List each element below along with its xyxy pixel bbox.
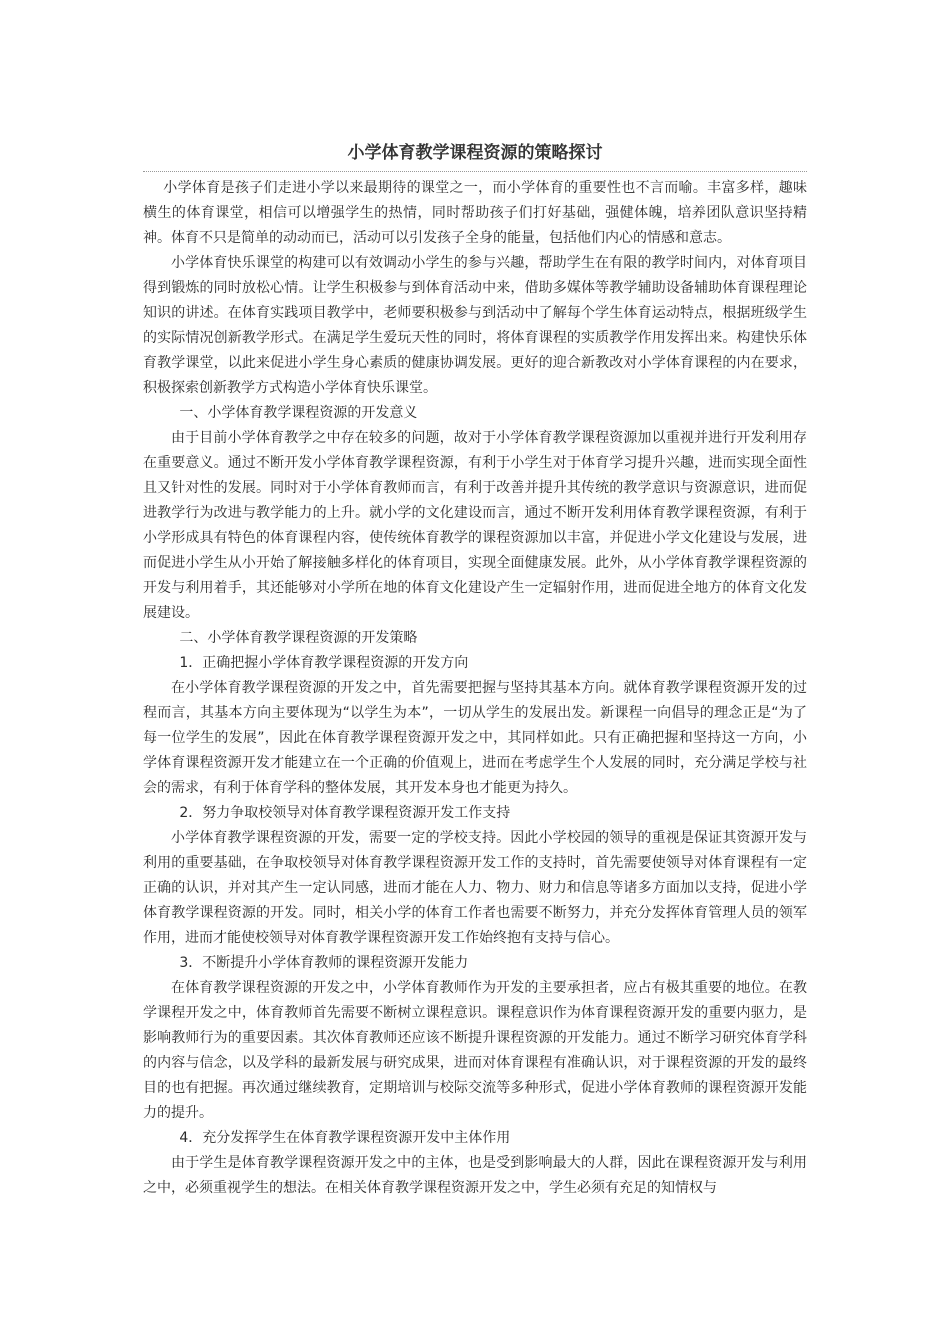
paragraph: 小学体育教学课程资源的开发，需要一定的学校支持。因此小学校园的领导的重视是保证其资源开发与利用的重要基础，在争取校领导对体育教学课程资源开发工作的支持时，首先需要使领导对体育课程有一定正确的认识，并对其产生一定认同感，进而才能在人力、物力、财力和信息等诸多方面加以支持，促进小学体育教学课程资源的开发。同时，相关小学的体育工作者也需要不断努力，并充分发挥体育管理人员的领军作用，进而才能使校领导对体育教学课程资源开发工作始终抱有支持与信心。 bbox=[143, 830, 807, 946]
subsection-heading: 3．不断提升小学体育教师的课程资源开发能力 bbox=[179, 955, 469, 971]
paragraph-intro: 小学体育是孩子们走进小学以来最期待的课堂之一，而小学体育的重要性也不言而喻。丰富多样，趣味横生的体育课堂，相信可以增强学生的热情，同时帮助孩子们打好基础，强健体魄，培养团队意识坚持精神。体育不只是简单的动动而已，活动可以引发孩子全身的能量，包括他们内心的情感和意志。 bbox=[143, 180, 807, 246]
article-title: 小学体育教学课程资源的策略探讨 bbox=[347, 143, 603, 163]
subsection-heading: 2．努力争取校领导对体育教学课程资源开发工作支持 bbox=[179, 805, 511, 821]
subsection-heading: 1．正确把握小学体育教学课程资源的开发方向 bbox=[179, 655, 469, 671]
article-body bbox=[143, 176, 807, 1201]
paragraph: 由于学生是体育教学课程资源开发之中的主体，也是受到影响最大的人群，因此在课程资源开发与利用之中，必须重视学生的想法。在相关体育教学课程资源开发之中，学生必须有充足的知情权与 bbox=[143, 1155, 807, 1196]
section-heading: 一、小学体育教学课程资源的开发意义 bbox=[179, 405, 418, 421]
paragraph: 在小学体育教学课程资源的开发之中，首先需要把握与坚持其基本方向。就体育教学课程资源开发的过程而言，其基本方向主要体现为“以学生为本”，一切从学生的发展出发。新课程一向倡导的理念正是“为了每一位学生的发展”，因此在体育教学课程资源开发之中，其同样如此。只有正确把握和坚持这一方向，小学体育课程资源开发才能建立在一个正确的价值观上，进而在考虑学生个人发展的同时，充分满足学校与社会的需求，有利于体育学科的整体发展，其开发本身也才能更为持久。 bbox=[143, 680, 807, 796]
paragraph: 小学体育快乐课堂的构建可以有效调动小学生的参与兴趣，帮助学生在有限的教学时间内，对体育项目得到锻炼的同时放松心情。让学生积极参与到体育活动中来，借助多媒体等教学辅助设备辅助体育课程理论知识的讲述。在体育实践项目教学中，老师要积极参与到活动中了解每个学生体育运动特点，根据班级学生的实际情况创新教学形式。在满足学生爱玩天性的同时，将体育课程的实质教学作用发挥出来。构建快乐体育教学课堂，以此来促进小学生身心素质的健康协调发展。更好的迎合新教改对小学体育课程的内在要求，积极探索创新教学方式构造小学体育快乐课堂。 bbox=[143, 255, 807, 396]
paragraph: 在体育教学课程资源的开发之中，小学体育教师作为开发的主要承担者，应占有极其重要的地位。在教学课程开发之中，体育教师首先需要不断树立课程意识。课程意识作为体育课程资源开发的重要内驱力，是影响教师行为的重要因素。其次体育教师还应该不断提升课程资源的开发能力。通过不断学习研究体育学科的内容与信念，以及学科的最新发展与研究成果，进而对体育课程有准确认识，对于课程资源的开发的最终目的也有把握。再次通过继续教育，定期培训与校际交流等多种形式，促进小学体育教师的课程资源开发能力的提升。 bbox=[143, 980, 807, 1121]
paragraph: 由于目前小学体育教学之中存在较多的问题，故对于小学体育教学课程资源加以重视并进行开发利用存在重要意义。通过不断开发小学体育教学课程资源，有利于小学生对于体育学习提升兴趣，进而实现全面性且又针对性的发展。同时对于小学体育教师而言，有利于改善并提升其传统的教学意识与资源意识，进而促进教学行为改进与教学能力的上升。就小学的文化建设而言，通过不断开发利用体育教学课程资源，有利于小学形成具有特色的体育课程内容，使传统体育教学的课程资源加以丰富，并促进小学文化建设与发展，进而促进小学生从小开始了解接触多样化的体育项目，实现全面健康发展。此外，从小学体育教学课程资源的开发与利用着手，其还能够对小学所在地的体育文化建设产生一定辐射作用，进而促进全地方的体育文化发展建设。 bbox=[143, 430, 807, 621]
title-divider bbox=[143, 171, 807, 172]
subsection-heading: 4．充分发挥学生在体育教学课程资源开发中主体作用 bbox=[179, 1130, 511, 1146]
section-heading: 二、小学体育教学课程资源的开发策略 bbox=[179, 630, 418, 646]
